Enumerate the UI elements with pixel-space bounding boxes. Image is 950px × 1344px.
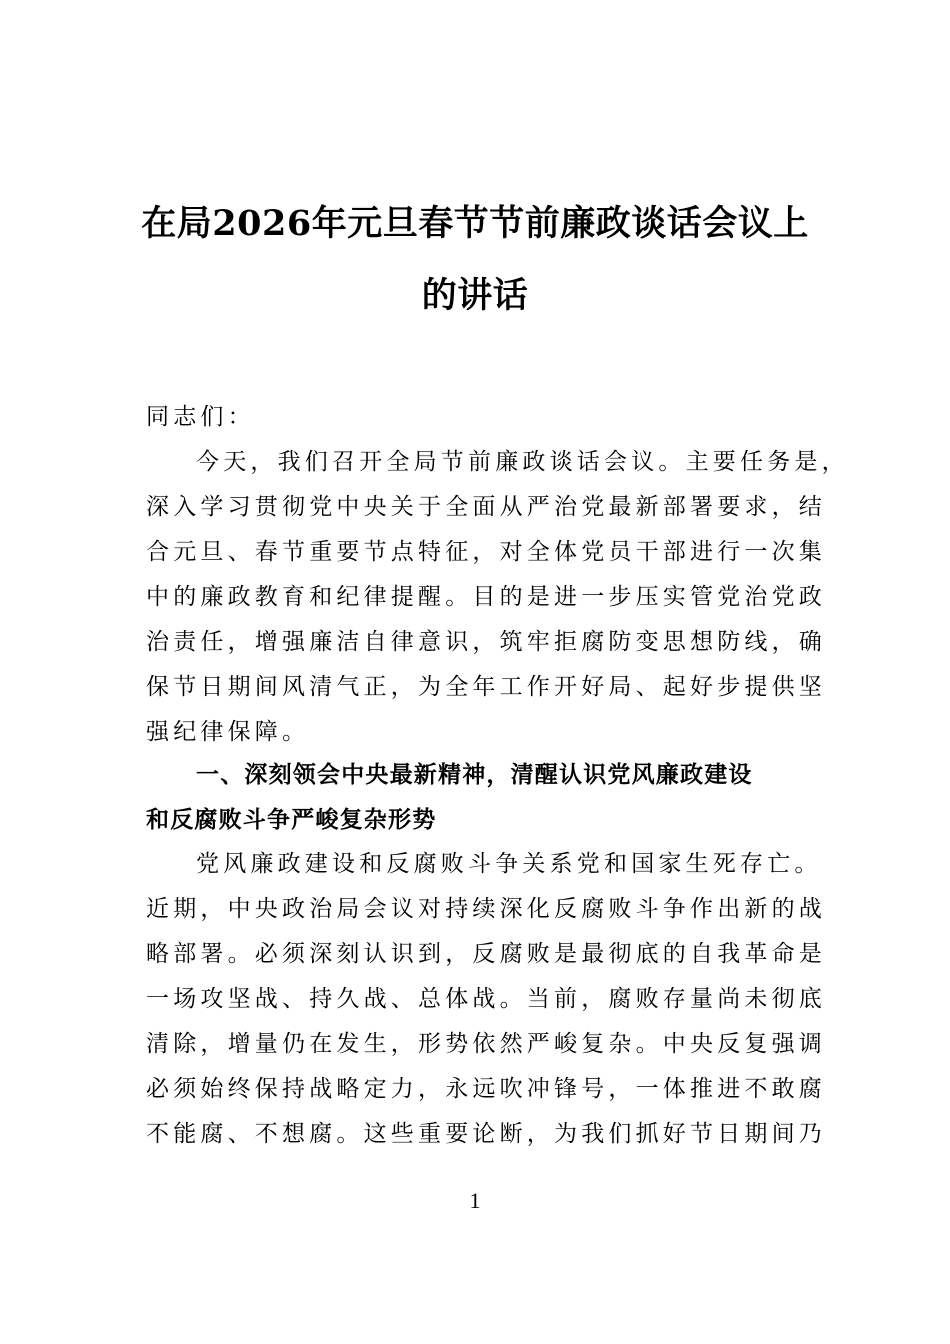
paragraph-line: 今天，我们召开全局节前廉政谈话会议。主要任务是， xyxy=(196,449,849,475)
paragraph-line: 近期，中央政治局会议对持续深化反腐败斗争作出新的战 xyxy=(146,896,826,922)
salutation xyxy=(146,395,810,440)
title-line-1: 在局2026年元旦春节节前廉政谈话会议上 xyxy=(141,203,809,244)
paragraph-line: 必须始终保持战略定力，永远吹冲锋号，一体推进不敢腐 xyxy=(146,1076,826,1102)
paragraph-line: 一场攻坚战、持久战、总体战。当前，腐败存量尚未彻底 xyxy=(146,986,826,1012)
document-title xyxy=(130,188,820,332)
paragraph-line: 深入学习贯彻党中央关于全面从严治党最新部署要求，结 xyxy=(146,494,826,520)
paragraph-section-1 xyxy=(146,842,826,1157)
paragraph-line: 不能腐、不想腐。这些重要论断，为我们抓好节日期间乃 xyxy=(146,1121,826,1147)
title-line-2: 的讲话 xyxy=(421,275,529,316)
section-heading-1 xyxy=(146,753,810,843)
paragraph-line: 保节日期间风清气正，为全年工作开好局、起好步提供坚 xyxy=(146,674,826,700)
paragraph-line: 略部署。必须深刻认识到，反腐败是最彻底的自我革命是 xyxy=(146,941,826,967)
paragraph-line: 清除，增量仍在发生，形势依然严峻复杂。中央反复强调 xyxy=(146,1031,826,1057)
paragraph-opening xyxy=(146,440,849,755)
heading-line-1: 一、深刻领会中央最新精神，清醒认识党风廉政建设 xyxy=(196,762,753,788)
paragraph-line: 强纪律保障。 xyxy=(146,719,310,745)
salutation-text: 同志们： xyxy=(146,404,255,430)
paragraph-line: 中的廉政教育和纪律提醒。目的是进一步压实管党治党政 xyxy=(146,584,826,610)
paragraph-line: 党风廉政建设和反腐败斗争关系党和国家生死存亡。 xyxy=(196,851,822,877)
paragraph-line: 合元旦、春节重要节点特征，对全体党员干部进行一次集 xyxy=(146,539,826,565)
paragraph-line: 治责任，增强廉洁自律意识，筑牢拒腐防变思想防线，确 xyxy=(146,629,826,655)
heading-line-2: 和反腐败斗争严峻复杂形势 xyxy=(146,807,437,833)
page-number: 1 xyxy=(469,1188,481,1213)
